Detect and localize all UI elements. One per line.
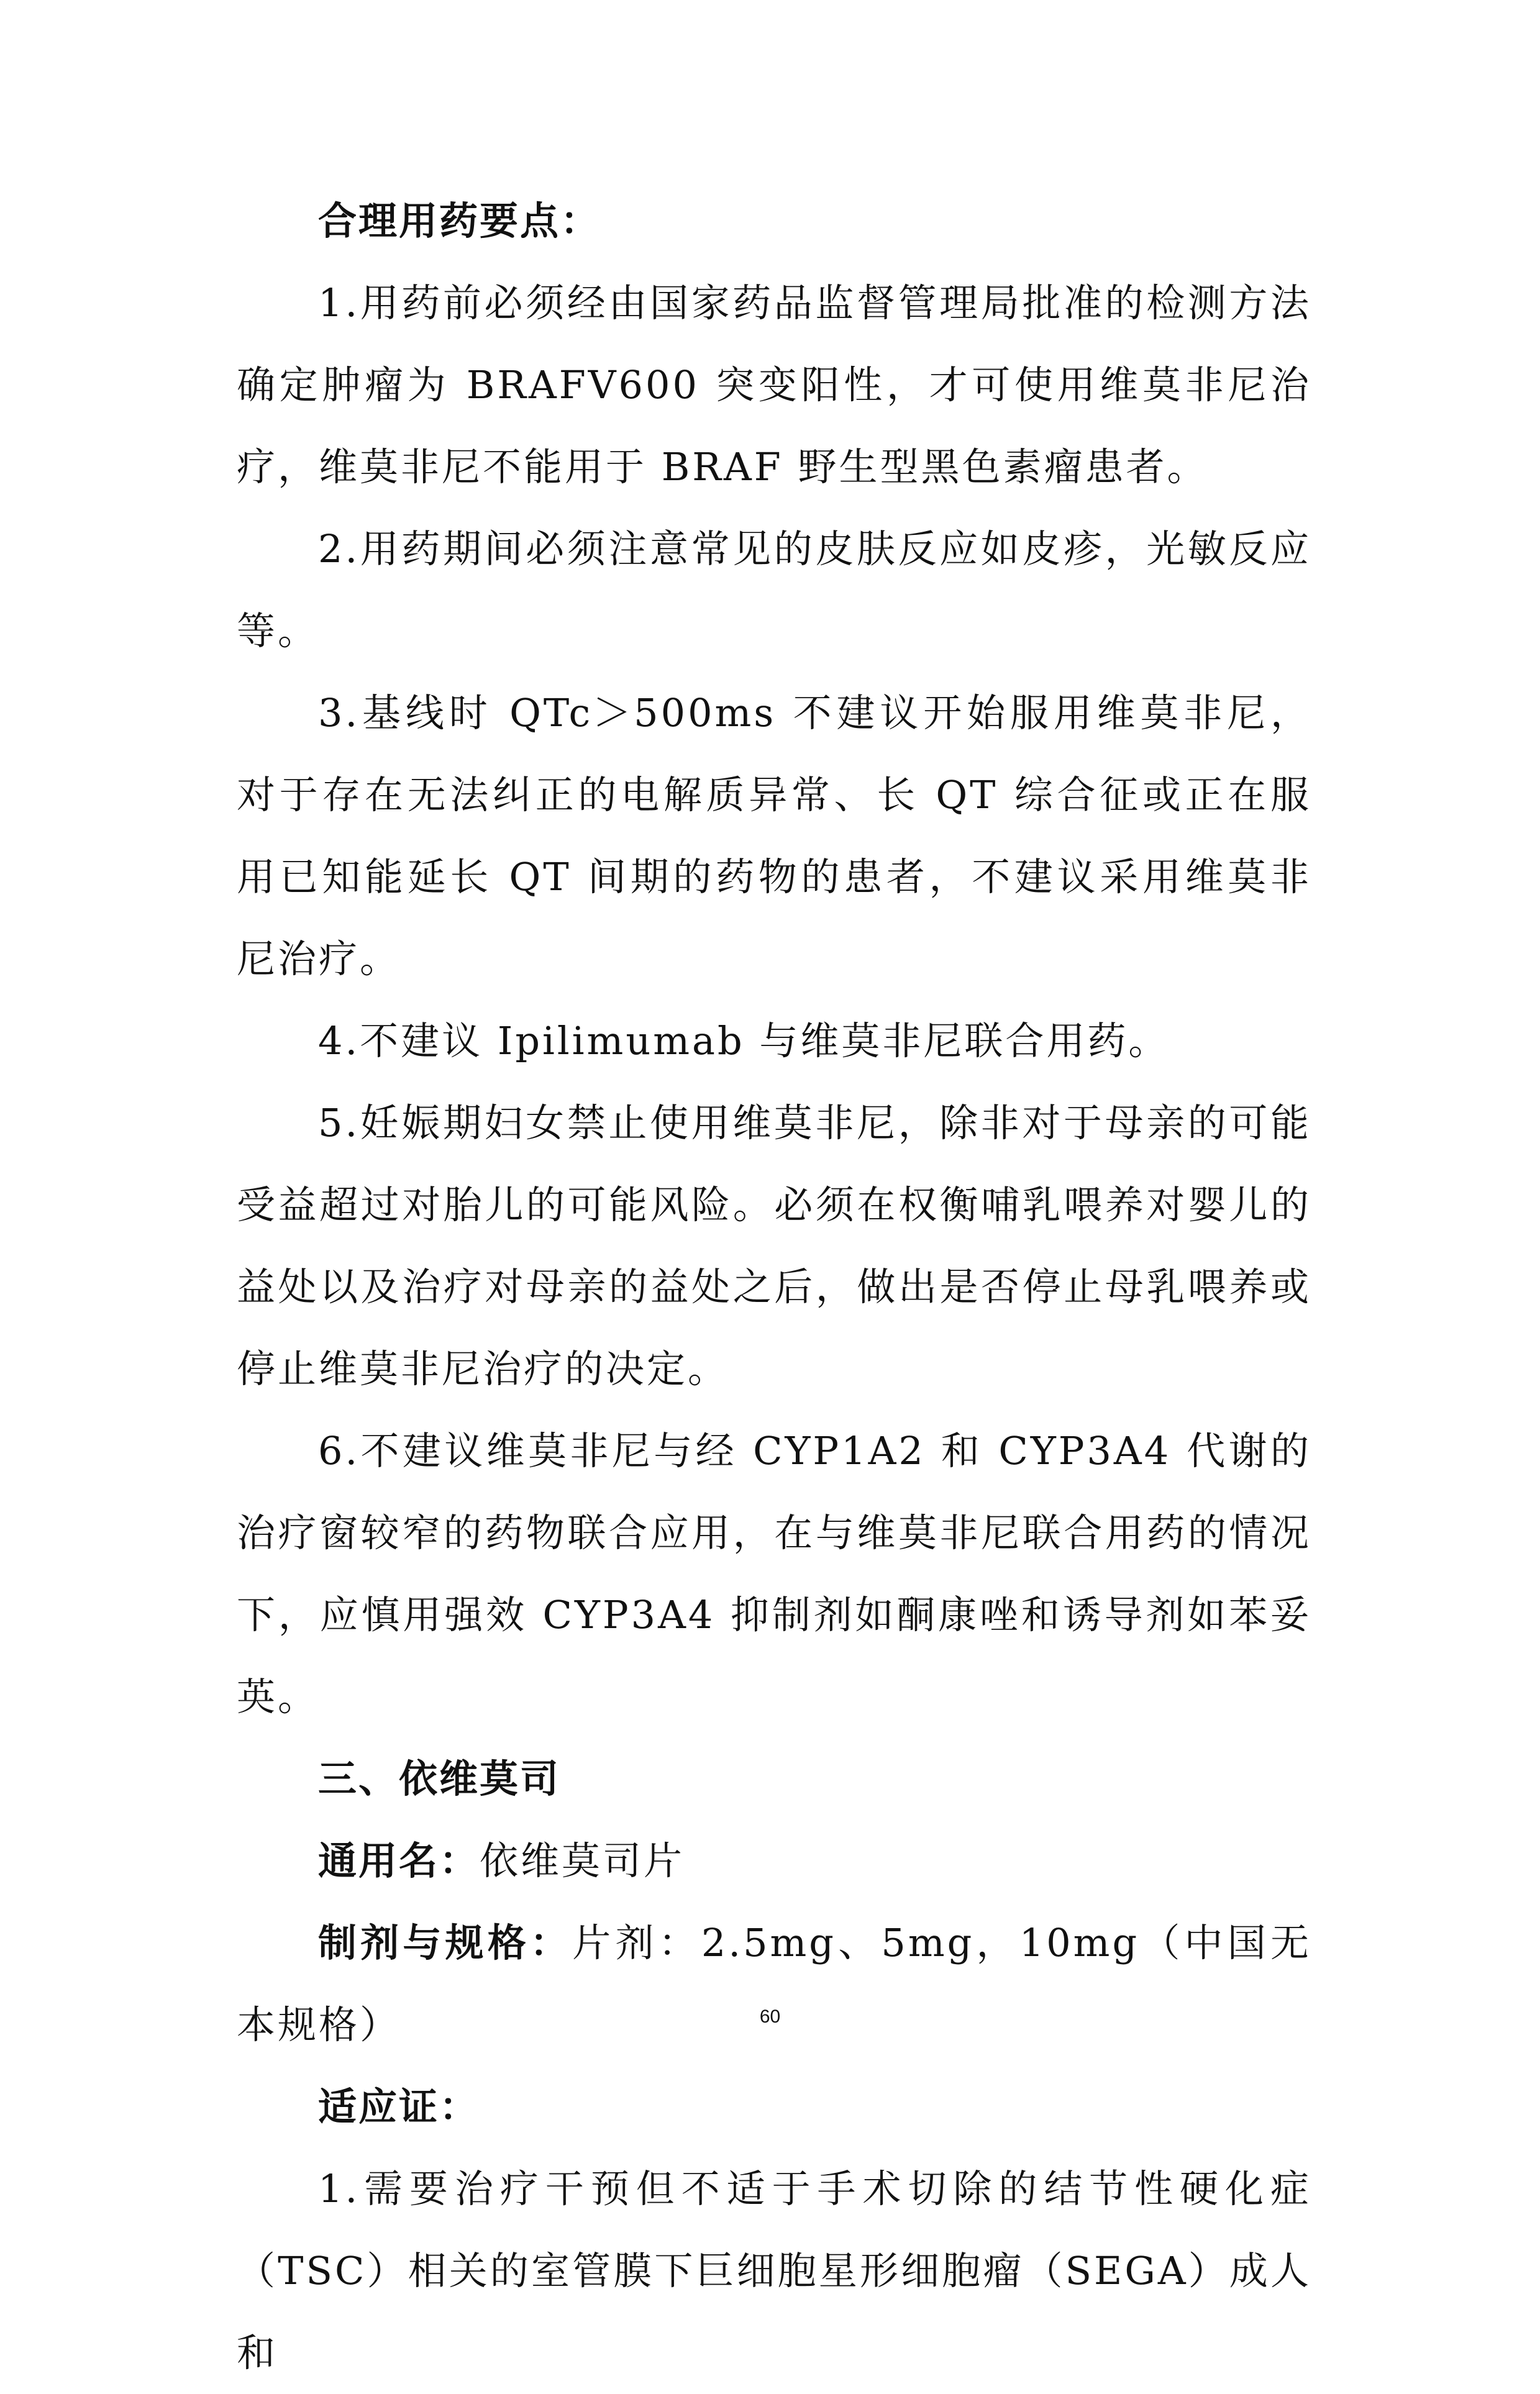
indication-1: 1.需要治疗干预但不适于手术切除的结节性硬化症（TSC）相关的室管膜下巨细胞星形细胞瘤（SEGA）成人和 <box>237 2166 1311 2375</box>
point-3: 3.基线时 QTc＞500ms 不建议开始服用维莫非尼，对于存在无法纠正的电解质异常、长 QT 综合征或正在服用已知能延长 QT 间期的药物的患者，不建议采用维莫非尼治疗。 <box>237 690 1311 981</box>
point-5: 5.妊娠期妇女禁止使用维莫非尼，除非对于母亲的可能受益超过对胎儿的可能风险。必须在权衡哺乳喂养对婴儿的益处以及治疗对母亲的益处之后，做出是否停止母乳喂养或停止维莫非尼治疗的决定。 <box>237 1100 1311 1391</box>
point-6: 6.不建议维莫非尼与经 CYP1A2 和 CYP3A4 代谢的治疗窗较窄的药物联合应用，在与维莫非尼联合用药的情况下，应慎用强效 CYP3A4 抑制剂如酮康唑和诱导剂如苯妥英。 <box>237 1428 1311 1719</box>
indications-label: 适应证： <box>318 2084 480 2129</box>
generic-name-value: 依维莫司片 <box>480 1838 685 1883</box>
section-title: 三、依维莫司 <box>318 1756 561 1801</box>
formulation-value: 片剂：2.5mg、5mg，10mg（中国无本规格） <box>237 1920 1311 2047</box>
page-number: 60 <box>759 2006 781 2027</box>
point-1: 1.用药前必须经由国家药品监督管理局批准的检测方法确定肿瘤为 BRAFV600 突变阳性，才可使用维莫非尼治疗，维莫非尼不能用于 BRAF 野生型黑色素瘤患者。 <box>237 280 1311 489</box>
formulation-line <box>237 1902 1311 2066</box>
point-2: 2.用药期间必须注意常见的皮肤反应如皮疹，光敏反应等。 <box>237 526 1311 653</box>
page-content <box>237 180 1311 2394</box>
generic-name-line <box>237 1820 1311 1902</box>
point-4: 4.不建议 Ipilimumab 与维莫非尼联合用药。 <box>318 1018 1170 1063</box>
formulation-label: 制剂与规格： <box>318 1920 573 1965</box>
key-points-heading: 合理用药要点： <box>318 198 601 243</box>
generic-name-label: 通用名： <box>318 1838 480 1883</box>
